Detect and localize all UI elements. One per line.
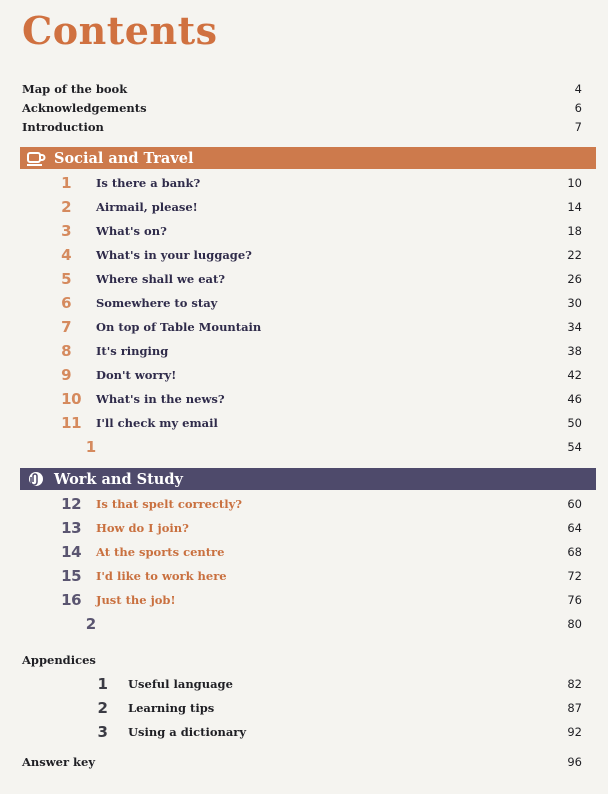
unit-title: What's in the news? <box>96 392 225 406</box>
unit-number: Unit6 <box>28 294 72 312</box>
entry-label: Map of the book <box>22 82 128 96</box>
unit-number: Unit14 <box>28 543 82 561</box>
unit-row[interactable] <box>28 293 582 313</box>
appendix-row[interactable] <box>22 674 582 694</box>
unit-number: Unit16 <box>28 591 82 609</box>
unit-title: What's on? <box>96 224 167 238</box>
unit-number: Unit8 <box>28 342 72 360</box>
unit-number: Unit4 <box>28 246 72 264</box>
page-number: 92 <box>567 725 582 739</box>
unit-row[interactable] <box>28 365 582 385</box>
unit-number: Review1 <box>28 438 96 456</box>
unit-number: Unit9 <box>28 366 72 384</box>
coffee-cup-icon <box>26 149 46 167</box>
unit-row[interactable] <box>28 197 582 217</box>
toc-entry-introduction[interactable] <box>22 120 582 134</box>
unit-title: Where shall we eat? <box>96 272 226 286</box>
page-number: 30 <box>567 296 582 310</box>
page-number: 6 <box>574 101 582 115</box>
unit-number: Unit2 <box>28 198 72 216</box>
unit-number: Unit3 <box>28 222 72 240</box>
appendix-title: Useful language <box>128 677 233 691</box>
appendix-row[interactable] <box>22 722 582 742</box>
page-number: 96 <box>567 755 582 769</box>
unit-number: Unit5 <box>28 270 72 288</box>
unit-row[interactable] <box>28 221 582 241</box>
unit-title: On top of Table Mountain <box>96 320 262 334</box>
appendix-number: Appendix2 <box>22 699 108 717</box>
unit-row[interactable] <box>28 437 582 457</box>
page-number: 46 <box>567 392 582 406</box>
section-title: Work and Study <box>54 470 183 488</box>
page-number: 18 <box>567 224 582 238</box>
unit-number: Unit1 <box>28 174 72 192</box>
unit-number: Unit12 <box>28 495 82 513</box>
page-number: 34 <box>567 320 582 334</box>
unit-row[interactable] <box>28 269 582 289</box>
page-number: 50 <box>567 416 582 430</box>
unit-row[interactable] <box>28 389 582 409</box>
unit-title: At the sports centre <box>96 545 225 559</box>
unit-title: Somewhere to stay <box>96 296 218 310</box>
unit-title: How do I join? <box>96 521 189 535</box>
unit-title: Just the job! <box>96 593 176 607</box>
entry-label: Answer key <box>22 755 96 769</box>
section-header-social-travel <box>20 147 596 169</box>
unit-row[interactable] <box>28 590 582 610</box>
section-header-work-study <box>20 468 596 490</box>
unit-title: Is that spelt correctly? <box>96 497 243 511</box>
page-number: 82 <box>567 677 582 691</box>
unit-row[interactable] <box>28 341 582 361</box>
unit-number: Unit7 <box>28 318 72 336</box>
unit-number: Review2 <box>28 615 96 633</box>
unit-title: What's in your luggage? <box>96 248 252 262</box>
unit-number: Unit15 <box>28 567 82 585</box>
unit-row[interactable] <box>28 173 582 193</box>
entry-label: Introduction <box>22 120 104 134</box>
page-number: 26 <box>567 272 582 286</box>
unit-title: Airmail, please! <box>96 200 198 214</box>
page-number: 87 <box>567 701 582 715</box>
page-number: 72 <box>567 569 582 583</box>
page-number: 38 <box>567 344 582 358</box>
entry-label: Acknowledgements <box>22 101 147 115</box>
toc-entry-answer-key[interactable] <box>22 755 582 769</box>
unit-row[interactable] <box>28 614 582 634</box>
unit-row[interactable] <box>28 518 582 538</box>
unit-number: Unit13 <box>28 519 82 537</box>
unit-row[interactable] <box>28 542 582 562</box>
appendix-number: Appendix1 <box>22 675 108 693</box>
paperclip-icon <box>26 470 46 488</box>
appendix-title: Using a dictionary <box>128 725 247 739</box>
page-number: 76 <box>567 593 582 607</box>
unit-number: Unit10 <box>28 390 82 408</box>
unit-title: It's ringing <box>96 344 169 358</box>
appendices-heading: Appendices <box>22 653 96 667</box>
unit-title: I'll check my email <box>96 416 218 430</box>
section-title: Social and Travel <box>54 149 194 167</box>
page-number: 14 <box>567 200 582 214</box>
page-number: 60 <box>567 497 582 511</box>
unit-row[interactable] <box>28 494 582 514</box>
page-number: 64 <box>567 521 582 535</box>
unit-row[interactable] <box>28 413 582 433</box>
appendix-row[interactable] <box>22 698 582 718</box>
appendix-title: Learning tips <box>128 701 215 715</box>
toc-entry-map[interactable] <box>22 82 582 96</box>
page-number: 7 <box>574 120 582 134</box>
unit-row[interactable] <box>28 566 582 586</box>
page-number: 22 <box>567 248 582 262</box>
page-number: 80 <box>567 617 582 631</box>
toc-entry-acknowledgements[interactable] <box>22 101 582 115</box>
page-title: Contents <box>22 8 218 53</box>
page-number: 10 <box>567 176 582 190</box>
page-number: 54 <box>567 440 582 454</box>
unit-row[interactable] <box>28 317 582 337</box>
unit-title: Is there a bank? <box>96 176 201 190</box>
unit-number: Unit11 <box>28 414 82 432</box>
page-number: 42 <box>567 368 582 382</box>
page-number: 68 <box>567 545 582 559</box>
unit-title: I'd like to work here <box>96 569 227 583</box>
page-number: 4 <box>574 82 582 96</box>
appendix-number: Appendix3 <box>22 723 108 741</box>
unit-title: Don't worry! <box>96 368 177 382</box>
unit-row[interactable] <box>28 245 582 265</box>
